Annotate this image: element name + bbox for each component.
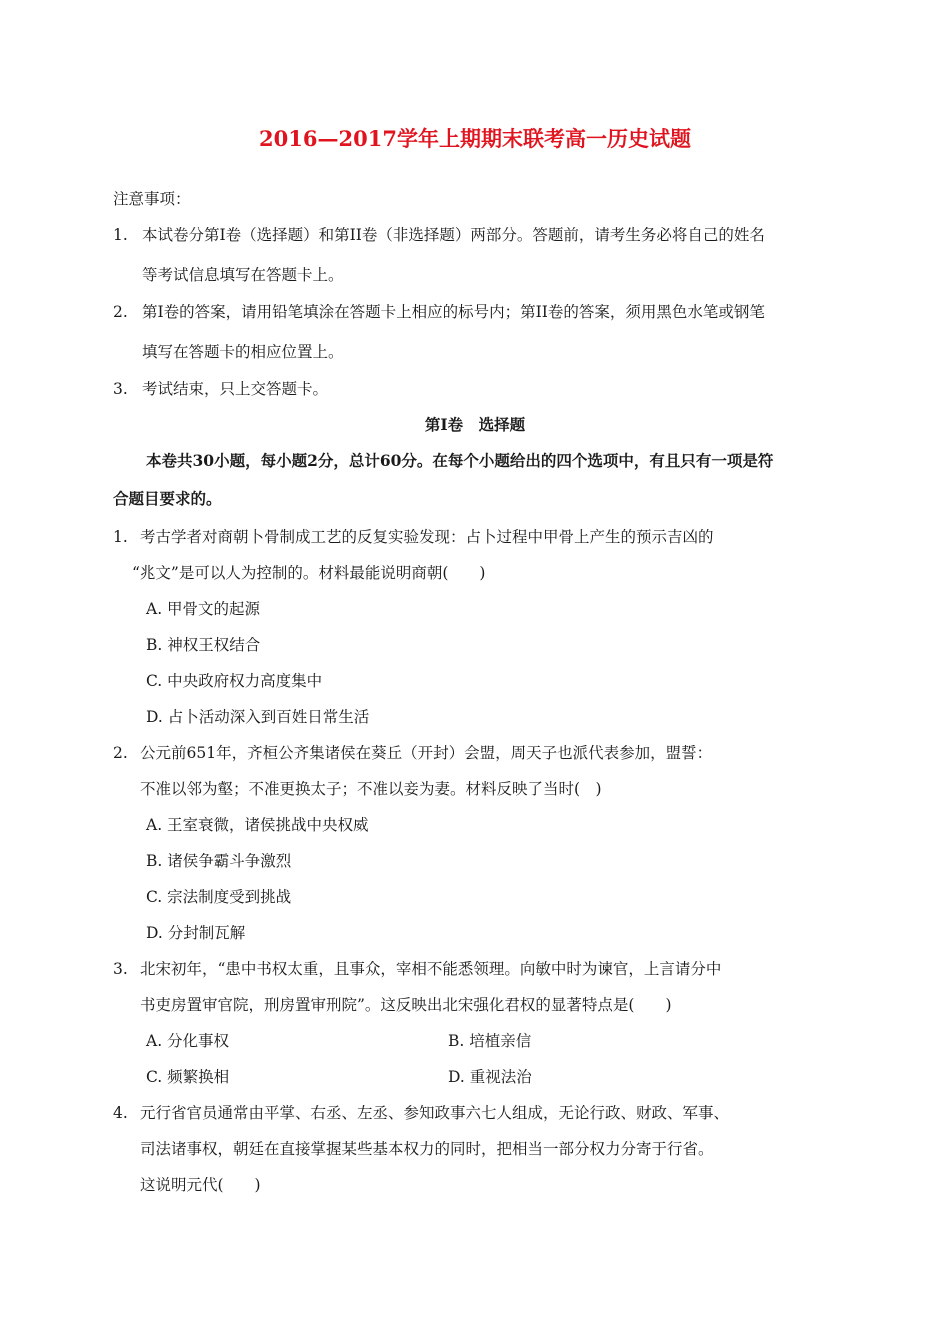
question-number: 3. bbox=[113, 960, 128, 978]
option-d: D. 重视法治 bbox=[448, 1068, 532, 1086]
option-c: C. 中央政府权力高度集中 bbox=[146, 672, 323, 690]
notice-item-text-cont: 等考试信息填写在答题卡上。 bbox=[142, 266, 344, 284]
notice-heading: 注意事项： bbox=[113, 190, 191, 208]
option-b: B. 神权王权结合 bbox=[146, 636, 261, 654]
question-stem: 北宋初年，“患中书权太重，且事众，宰相不能悉领理。向敏中时为谏官，上言请分中 bbox=[140, 960, 722, 978]
section-intro-cont: 合题目要求的。 bbox=[113, 489, 222, 508]
question-stem-cont: 这说明元代( ) bbox=[140, 1176, 261, 1194]
notice-item-text: 考试结束，只上交答题卡。 bbox=[142, 380, 329, 398]
option-a: A. 甲骨文的起源 bbox=[146, 600, 261, 618]
option-d: D. 占卜活动深入到百姓日常生活 bbox=[146, 708, 370, 726]
notice-item-text-cont: 填写在答题卡的相应位置上。 bbox=[142, 343, 344, 361]
question-stem: 元行省官员通常由平掌、右丞、左丞、参知政事六七人组成，无论行政、财政、军事、 bbox=[140, 1104, 730, 1122]
section-intro: 本卷共30小题，每小题2分，总计60分。在每个小题给出的四个选项中，有且只有一项是符 bbox=[146, 451, 774, 470]
option-d: D. 分封制瓦解 bbox=[146, 924, 246, 942]
notice-item-number: 1. bbox=[113, 226, 128, 244]
option-c: C. 宗法制度受到挑战 bbox=[146, 888, 292, 906]
page-title: 2016—2017学年上期期末联考高一历史试题 bbox=[259, 126, 691, 151]
option-a: A. 王室衰微，诸侯挑战中央权威 bbox=[146, 816, 369, 834]
question-stem: 考古学者对商朝卜骨制成工艺的反复实验发现：占卜过程中甲骨上产生的预示吉凶的 bbox=[140, 528, 714, 546]
option-b: B. 培植亲信 bbox=[448, 1032, 532, 1050]
question-stem-cont: 不准以邻为壑；不准更换太子；不准以妾为妻。材料反映了当时( ) bbox=[140, 780, 602, 798]
option-a: A. 分化事权 bbox=[146, 1032, 230, 1050]
notice-item-number: 2. bbox=[113, 303, 128, 321]
question-number: 1. bbox=[113, 528, 128, 546]
notice-item-text: 第I卷的答案，请用铅笔填涂在答题卡上相应的标号内；第II卷的答案，须用黑色水笔或钢笔 bbox=[142, 303, 765, 321]
notice-item-number: 3. bbox=[113, 380, 128, 398]
question-stem-cont: 书吏房置审官院，刑房置审刑院”。这反映出北宋强化君权的显著特点是( ) bbox=[140, 996, 672, 1014]
section-title: 第I卷 选择题 bbox=[424, 415, 526, 434]
option-b: B. 诸侯争霸斗争激烈 bbox=[146, 852, 292, 870]
question-number: 2. bbox=[113, 744, 128, 762]
question-stem: 公元前651年，齐桓公齐集诸侯在葵丘（开封）会盟，周天子也派代表参加，盟誓： bbox=[140, 744, 713, 762]
question-stem-cont: 司法诸事权，朝廷在直接掌握某些基本权力的同时，把相当一部分权力分寄于行省。 bbox=[140, 1140, 714, 1158]
notice-item-text: 本试卷分第I卷（选择题）和第II卷（非选择题）两部分。答题前，请考生务必将自己的姓名 bbox=[142, 226, 765, 244]
question-stem-cont: “兆文”是可以人为控制的。材料最能说明商朝( ) bbox=[132, 564, 486, 582]
question-number: 4. bbox=[113, 1104, 128, 1122]
option-c: C. 频繁换相 bbox=[146, 1068, 230, 1086]
